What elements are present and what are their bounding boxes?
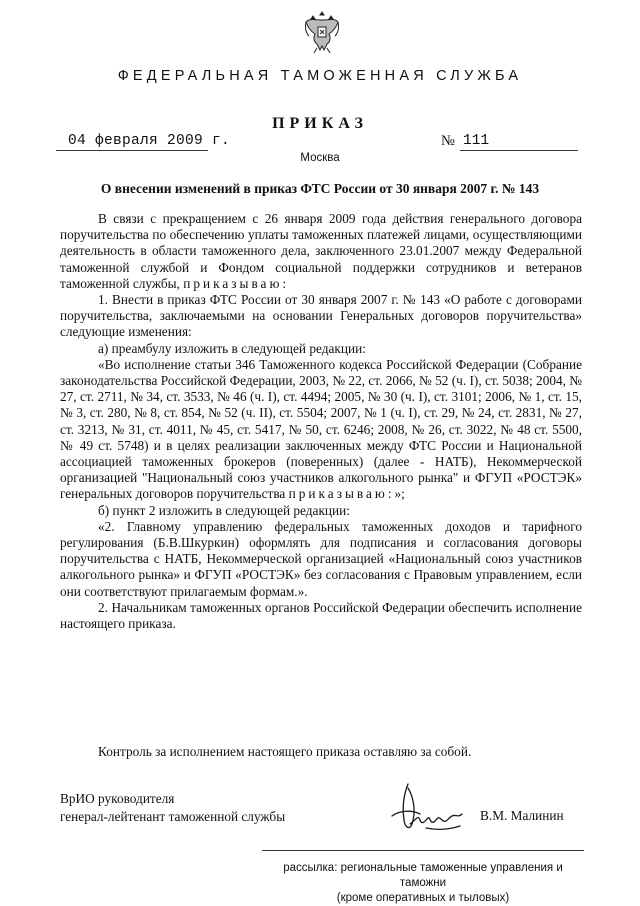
order-date: 04 февраля 2009 г. — [68, 133, 231, 149]
double-headed-eagle-emblem — [303, 8, 341, 56]
new-preamble-text: «Во исполнение статьи 346 Таможенного кодекса Российской Федерации (Собрание законодательства Российской Федерации, 2003, № 22, ст. 2066, № 52 (ч. I), ст. 5038; 2004, № 27, ст. 2711, № 34, ст. 3533, № 46 (ч. I), ст. 4494; 2005, № 30 (ч. I), ст. 3101; 2006, № 1, ст. 15, № 3, ст. 280, № 8, ст. 854, № 52 (ч. II), ст. 5504; 2007, № 1 (ч. I), ст. 29, № 24, ст. 2831, № 27, ст. 3213, № 31, ст. 4011, № 45, ст. 5417, № 50, ст. 6246; 2008, № 26, ст. 3022, № 48 ст. 5500, № 49 ст. 5748) и в целях реализации заключенных между ФТС России и Национальной ассоциацией таможенных брокеров (поверенных) (далее - НАТБ), Некоммерческой организацией "Национальный союз участников алкогольного рынка" и ФГУП «РОСТЭК» генеральных договоров поручительства — [60, 356, 582, 502]
document-title: О внесении изменений в приказ ФТС России от 30 января 2007 г. № 143 — [100, 181, 540, 196]
control-statement: Контроль за исполнением настоящего приказа оставляю за собой. — [98, 744, 472, 759]
number-underline — [460, 150, 578, 151]
distribution-line-1: рассылка: региональные таможенные управления и таможни — [283, 862, 563, 889]
handwritten-signature — [386, 780, 466, 838]
order-word: приказываю: — [183, 275, 290, 291]
date-underline — [56, 150, 208, 151]
preamble-paragraph — [60, 211, 582, 292]
preamble-text: В связи с прекращением с 26 января 2009 года действия генерального договора поручительства по обеспечению уплаты таможенных платежей лицами, осуществляющими деятельность в области таможенного дела, заключенного 23.01.2007 между Федеральной таможенной службой и Фондом социальной поддержки сотрудников и ветеранов таможенной службы, — [60, 211, 582, 291]
subitem-b-paragraph: б) пункт 2 изложить в следующей редакции: — [98, 502, 350, 518]
city: Москва — [300, 152, 340, 164]
distribution-rule — [262, 850, 584, 851]
number-sign: № — [441, 133, 455, 149]
document-body — [60, 211, 582, 632]
agency-name: ФЕДЕРАЛЬНАЯ ТАМОЖЕННАЯ СЛУЖБА — [117, 68, 523, 84]
new-preamble-quote — [60, 357, 582, 503]
signatory-post-line-2: генерал-лейтенант таможенной службы — [60, 809, 286, 824]
new-item-2-quote: «2. Главному управлению федеральных таможенных доходов и тарифного регулирования (Б.В.Шкуркин) оформлять для подписания и согласования договоры поручительства с НАТБ, Некоммерческой организацией «Национальный союз участников алкогольного рынка» и ФГУП «РОСТЭК» без согласования с Правовым управлением, если они соответствуют прилагаемым формам.». — [60, 518, 582, 599]
signatory-post-line-1: ВрИО руководителя — [60, 791, 175, 806]
signatory-name: В.М. Малинин — [480, 808, 564, 823]
item-2-paragraph: 2. Начальникам таможенных органов Российской Федерации обеспечить исполнение настоящего приказа. — [60, 599, 582, 632]
subitem-a-paragraph: а) преамбулу изложить в следующей редакции: — [98, 340, 366, 356]
quote-end: »; — [394, 486, 405, 502]
item-1-paragraph: 1. Внести в приказ ФТС России от 30 января 2007 г. № 143 «О работе с договорами поручительства, заключаемыми на основании Генеральных договоров поручительства» следующие изменения: — [60, 292, 582, 340]
distribution-list — [262, 861, 584, 906]
order-word: приказываю: — [288, 486, 395, 502]
signatory-post — [60, 790, 285, 826]
distribution-line-2: (кроме оперативных и тыловых) — [336, 892, 510, 904]
document-type: ПРИКАЗ — [272, 115, 368, 132]
order-number: 111 — [463, 133, 490, 149]
